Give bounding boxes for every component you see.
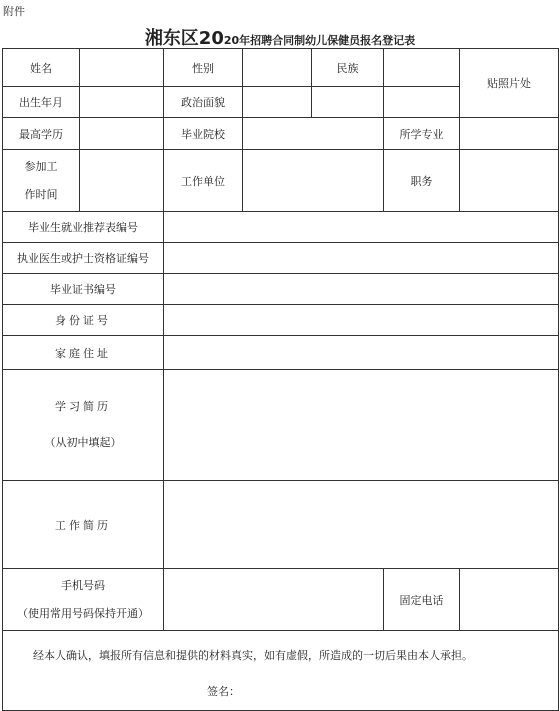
license-no-input[interactable] (164, 243, 559, 274)
study-history-title: 学习简历 (55, 400, 111, 413)
attachment-label: 附件 (3, 5, 25, 18)
name-label: 姓名 (3, 49, 80, 87)
position-input[interactable] (460, 150, 559, 212)
address-input[interactable] (164, 336, 559, 370)
study-history-label (3, 370, 164, 481)
diploma-no-input[interactable] (164, 274, 559, 305)
position-label: 职务 (384, 150, 460, 212)
declaration-text: 经本人确认，填报所有信息和提供的材料真实，如有虚假，所造成的一切后果由本人承担。 (33, 649, 473, 662)
school-label: 毕业院校 (164, 118, 243, 150)
work-start-input[interactable] (80, 150, 164, 212)
work-history-label: 工作简历 (3, 481, 164, 569)
recommend-no-label: 毕业生就业推荐表编号 (3, 212, 164, 243)
landline-label: 固定电话 (384, 569, 460, 631)
ethnicity-input[interactable] (384, 49, 460, 87)
declaration-section (3, 631, 559, 711)
gender-input[interactable] (243, 49, 312, 87)
work-start-label (3, 150, 80, 212)
birth-input[interactable] (80, 87, 164, 118)
signature-label[interactable]: 签名： (207, 685, 240, 698)
diploma-no-label: 毕业证书编号 (3, 274, 164, 305)
work-start-line1: 参加工 (24, 159, 58, 173)
political-label: 政治面貌 (164, 87, 243, 118)
license-no-label: 执业医生或护士资格证编号 (3, 243, 164, 274)
major-input[interactable] (460, 118, 559, 150)
work-start-line2: 作时间 (24, 187, 58, 201)
mobile-title: 手机号码 (61, 578, 105, 592)
employer-label: 工作单位 (164, 150, 243, 212)
landline-input[interactable] (460, 569, 559, 631)
registration-form-table (2, 48, 559, 711)
school-input[interactable] (243, 118, 384, 150)
political-input[interactable] (243, 87, 312, 118)
gender-label: 性别 (164, 49, 243, 87)
id-no-label: 身份证号 (3, 305, 164, 336)
mobile-label (3, 569, 164, 631)
address-label: 家庭住址 (3, 336, 164, 370)
id-no-input[interactable] (164, 305, 559, 336)
employer-input[interactable] (243, 150, 384, 212)
birth-label: 出生年月 (3, 87, 80, 118)
education-label: 最高学历 (3, 118, 80, 150)
mobile-note: （使用常用号码保持开通） (17, 606, 149, 620)
political-extra-input[interactable] (312, 87, 384, 118)
photo-placeholder: 贴照片处 (460, 49, 559, 118)
form-title (0, 24, 560, 50)
political-extra-input-2[interactable] (384, 87, 460, 118)
study-history-note: （从初中填起） (44, 436, 122, 449)
title-main: 湘东区20 (144, 28, 224, 49)
recommend-no-input[interactable] (164, 212, 559, 243)
study-history-input[interactable] (164, 370, 559, 481)
work-history-input[interactable] (164, 481, 559, 569)
title-rest: 20年招聘合同制幼儿保健员报名登记表 (223, 34, 416, 47)
education-input[interactable] (80, 118, 164, 150)
mobile-input[interactable] (164, 569, 384, 631)
ethnicity-label: 民族 (312, 49, 384, 87)
major-label: 所学专业 (384, 118, 460, 150)
name-input[interactable] (80, 49, 164, 87)
